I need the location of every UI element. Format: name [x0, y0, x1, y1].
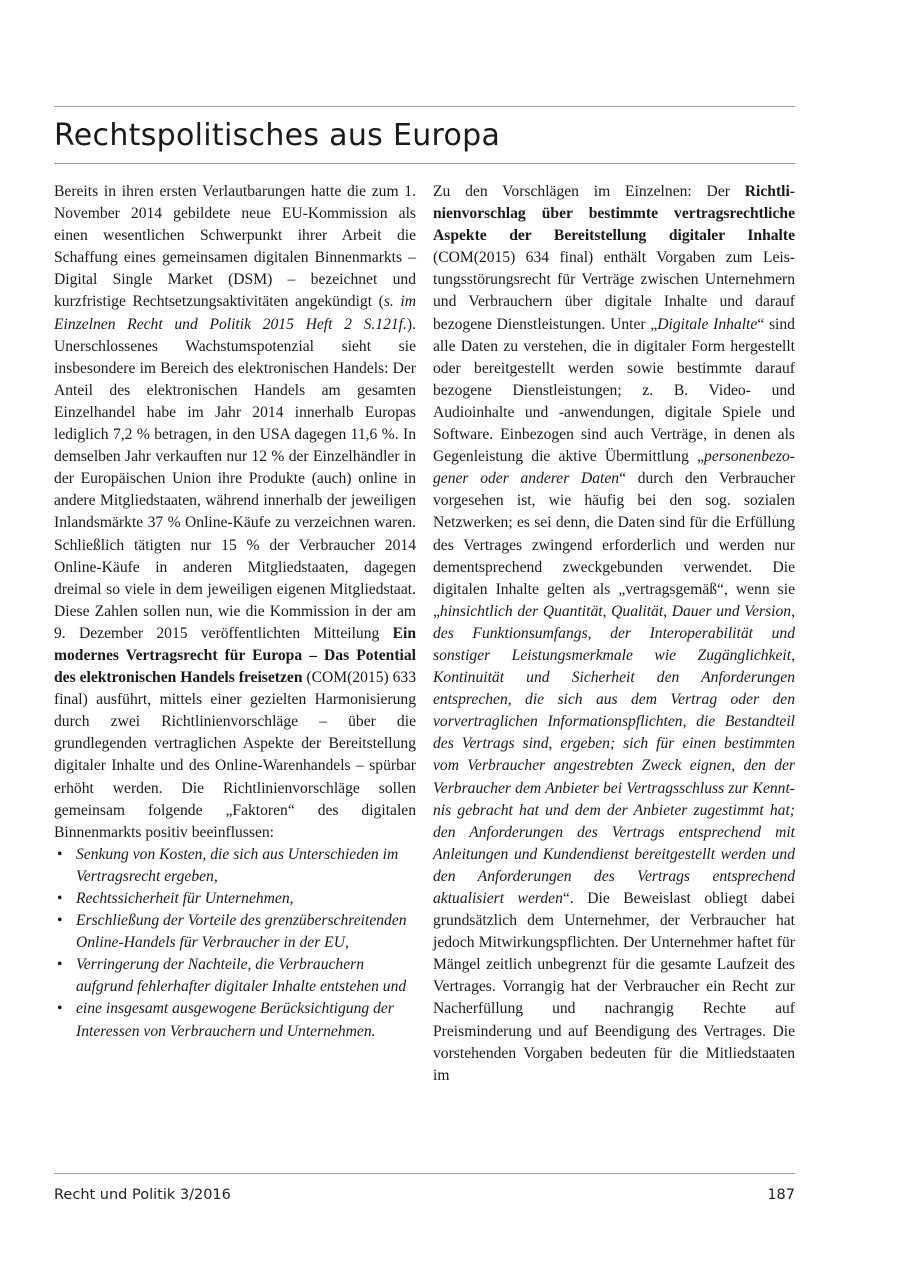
right-column	[433, 181, 795, 1087]
section-title: Rechtspolitisches aus Europa	[54, 118, 501, 153]
footer-journal: Recht und Politik 3/2016	[54, 1187, 231, 1203]
bullet-icon: •	[57, 1000, 63, 1018]
conformity-quote: hinsichtlich der Quantität, Qualität, Dauer und Version, des Funktionsumfangs, der Interoperabilität und sonstiger Leistungsmerkmale wie Zugänglichkeit, Kontinuität und Sicherheit den Anforderungen entsprechen, die sich aus dem Vertrag oder den vorvertraglichen Informationspflichten, die Bestandteil des Vertrags sind, ergeben; sich für einen bestimmten vom Verbraucher angestrebten Zweck eignen, den der Verbraucher dem Anbieter bei Vertragsschluss zur Kenntnis gebracht hat und dem der Anbieter zugestimmt hat; den Anforderungen des Vertrags entsprechend mit Anleitungen und Kundendienst bereitgestellt werden und den Anforderungen des Vertrags entsprechend aktualisiert werden	[433, 602, 795, 907]
list-item: • Senkung von Kosten, die sich aus Unterschieden im Vertragsrecht ergeben,	[57, 845, 399, 885]
bullet-icon: •	[57, 845, 63, 863]
term-personal-data: personenbezogener oder anderer Daten	[433, 448, 795, 488]
list-item: • Verringerung der Nachteile, die Verbrauchern aufgrund fehlerhafter digitaler Inhalte entstehen und	[57, 956, 407, 996]
factors-list	[54, 844, 416, 1043]
intro-text-2: ). Unerschlossenes Wachstumspotenzial sieht sie insbesondere im Bereich des elektronischen Handels: Der Anteil des elektronischen Handels am gesamten Einzelhandel habe im Jahr 2014 innerhalb Europas lediglich 7,2 % betragen, in den USA dagegen 11,6 %. In demselben Jahr verkauften nur 12 % der Einzelhändler in der Europäischen Union ihre Produkte (auch) online in andere Mitgliedstaaten, während innerhalb der jeweiligen Inlandsmärkte 37 % Online-Käufe zu verzeichnen waren. Schließlich tätigten nur 15 % der Verbraucher 2014 Online-Käufe in anderen Mitgliedstaaten, dagegen dreimal so viele in dem jeweiligen eigenen Mitgliedstaat. Diese Zahlen sollen nun, wie die Kommission in der am 9. Dezember 2015 veröffentlichten Mitteilung	[54, 315, 416, 642]
intro-text-1: Bereits in ihren ersten Verlautbarungen hatte die zum 1. November 2014 gebildete neue EU-Kommission als einen wesentlichen Schwerpunkt ihrer Arbeit die Schaffung eines gemeinsamen digitalen Binnenmarkts – Digital Single Market (DSM) – bezeichnet und kurzfristige Rechtsetzungsaktivitäten angekündigt (	[54, 183, 416, 311]
footer-rule	[54, 1173, 795, 1174]
title-rule	[54, 163, 795, 164]
directive-proposal-title: Richtlinienvorschlag über bestimmte vertragsrechtliche Aspekte der Bereitstellung digitaler Inhalte	[433, 183, 795, 245]
bullet-icon: •	[57, 912, 63, 930]
page-number: 187	[767, 1187, 795, 1203]
intro-text-3: (COM(2015) 633 final) ausführt, mittels einer gezielten Harmonisierung durch zwei Richtlinienvorschläge – über die grundlegenden vertraglichen Aspekte der Bereitstellung digitaler Inhalte und des Online-Warenhandels – spürbar erhöht werden. Die Richtlinienvorschläge sollen gemeinsam folgende „Faktoren“ des digitalen Binnenmarkts positiv beeinflussen:	[54, 669, 416, 841]
bullet-icon: •	[57, 890, 63, 907]
intro-paragraph	[54, 181, 416, 844]
intro-reference: s. im Einzelnen Recht und Politik 2015 Heft 2 S.121f.	[54, 293, 416, 333]
bullet-icon: •	[57, 956, 63, 974]
left-column	[54, 181, 416, 1043]
header-top-rule	[54, 106, 795, 107]
list-item: • Erschließung der Vorteile des grenzüberschreitenden Online-Handels für Verbraucher in der EU,	[57, 912, 407, 952]
list-item: • eine insgesamt ausgewogene Berücksichtigung der Interessen von Verbrauchern und Unternehmen.	[57, 1000, 394, 1040]
term-digital-content: Digitale Inhalte	[657, 315, 758, 333]
proposal-paragraph: Zu den Vorschlägen im Einzelnen: Der Richtlinienvorschlag über bestimmte vertragsrechtliche Aspekte der Bereitstellung digitaler Inhalte (COM(2015) 634 final) enthält Vorgaben zum Leistungsstörungsrecht für Verträge zwischen Unternehmern und Verbrauchern über digitale Inhalte und darauf bezogene Dienstleistungen. Unter „Digitale Inhalte“ sind alle Daten zu verstehen, die in digitaler Form hergestellt oder bereitgestellt werden sowie bestimmte darauf bezogene Dienstleistungen; z. B. Video- und Audioinhalte und -anwendungen, digitale Spiele und Software. Einbezogen sind auch Verträge, in denen als Gegenleistung die aktive Übermittlung „personenbezogener oder anderer Daten“ durch den Verbraucher vorgesehen ist, wie häufig bei den sog. sozialen Netzwerken; es sei denn, die Daten sind für die Erfüllung des Vertrages zwingend erforderlich und werden nur dementsprechend zweckgebunden verwendet. Die digitalen Inhalte gelten als „vertragsgemäß“, wenn sie „hinsichtlich der Quantität, Qualität, Dauer und Version, des Funktionsumfangs, der Interoperabilität und sonstiger Leistungsmerkmale wie Zugänglichkeit, Kontinuität und Sicherheit den Anforderungen entsprechen, die sich aus dem Vertrag oder den vorvertraglichen Informationspflichten, die Bestandteil des Vertrags sind, ergeben; sich für einen bestimmten vom Verbraucher angestrebten Zweck eignen, den der Verbraucher dem Anbieter bei Vertragsschluss zur Kenntnis gebracht hat und dem der Anbieter zugestimmt hat; den Anforderungen des Vertrags entsprechend mit Anleitungen und Kundendienst bereitgestellt werden und den Anforderungen des Vertrags entsprechend aktualisiert werden“. Die Beweislast obliegt dabei grundsätzlich dem Unternehmer, der Verbraucher hat jedoch Mitwirkungspflichten. Der Unternehmer haftet für Mängel zeitlich unbegrenzt für die gesamte Laufzeit des Vertrages. Vorrangig hat der Verbraucher ein Recht zur Nacherfüllung und nachrangig Rechte auf Preisminderung und auf Beendigung des Vertrages. Die vorstehenden Vorgaben bedeuten für die Mitliedstaaten im	[433, 183, 796, 1084]
list-item: • Rechtssicherheit für Unternehmen,	[54, 888, 416, 910]
intro-communication-title: Ein modernes Vertragsrecht für Europa – Das Potential des elektronischen Handels freisetzen	[54, 624, 416, 687]
